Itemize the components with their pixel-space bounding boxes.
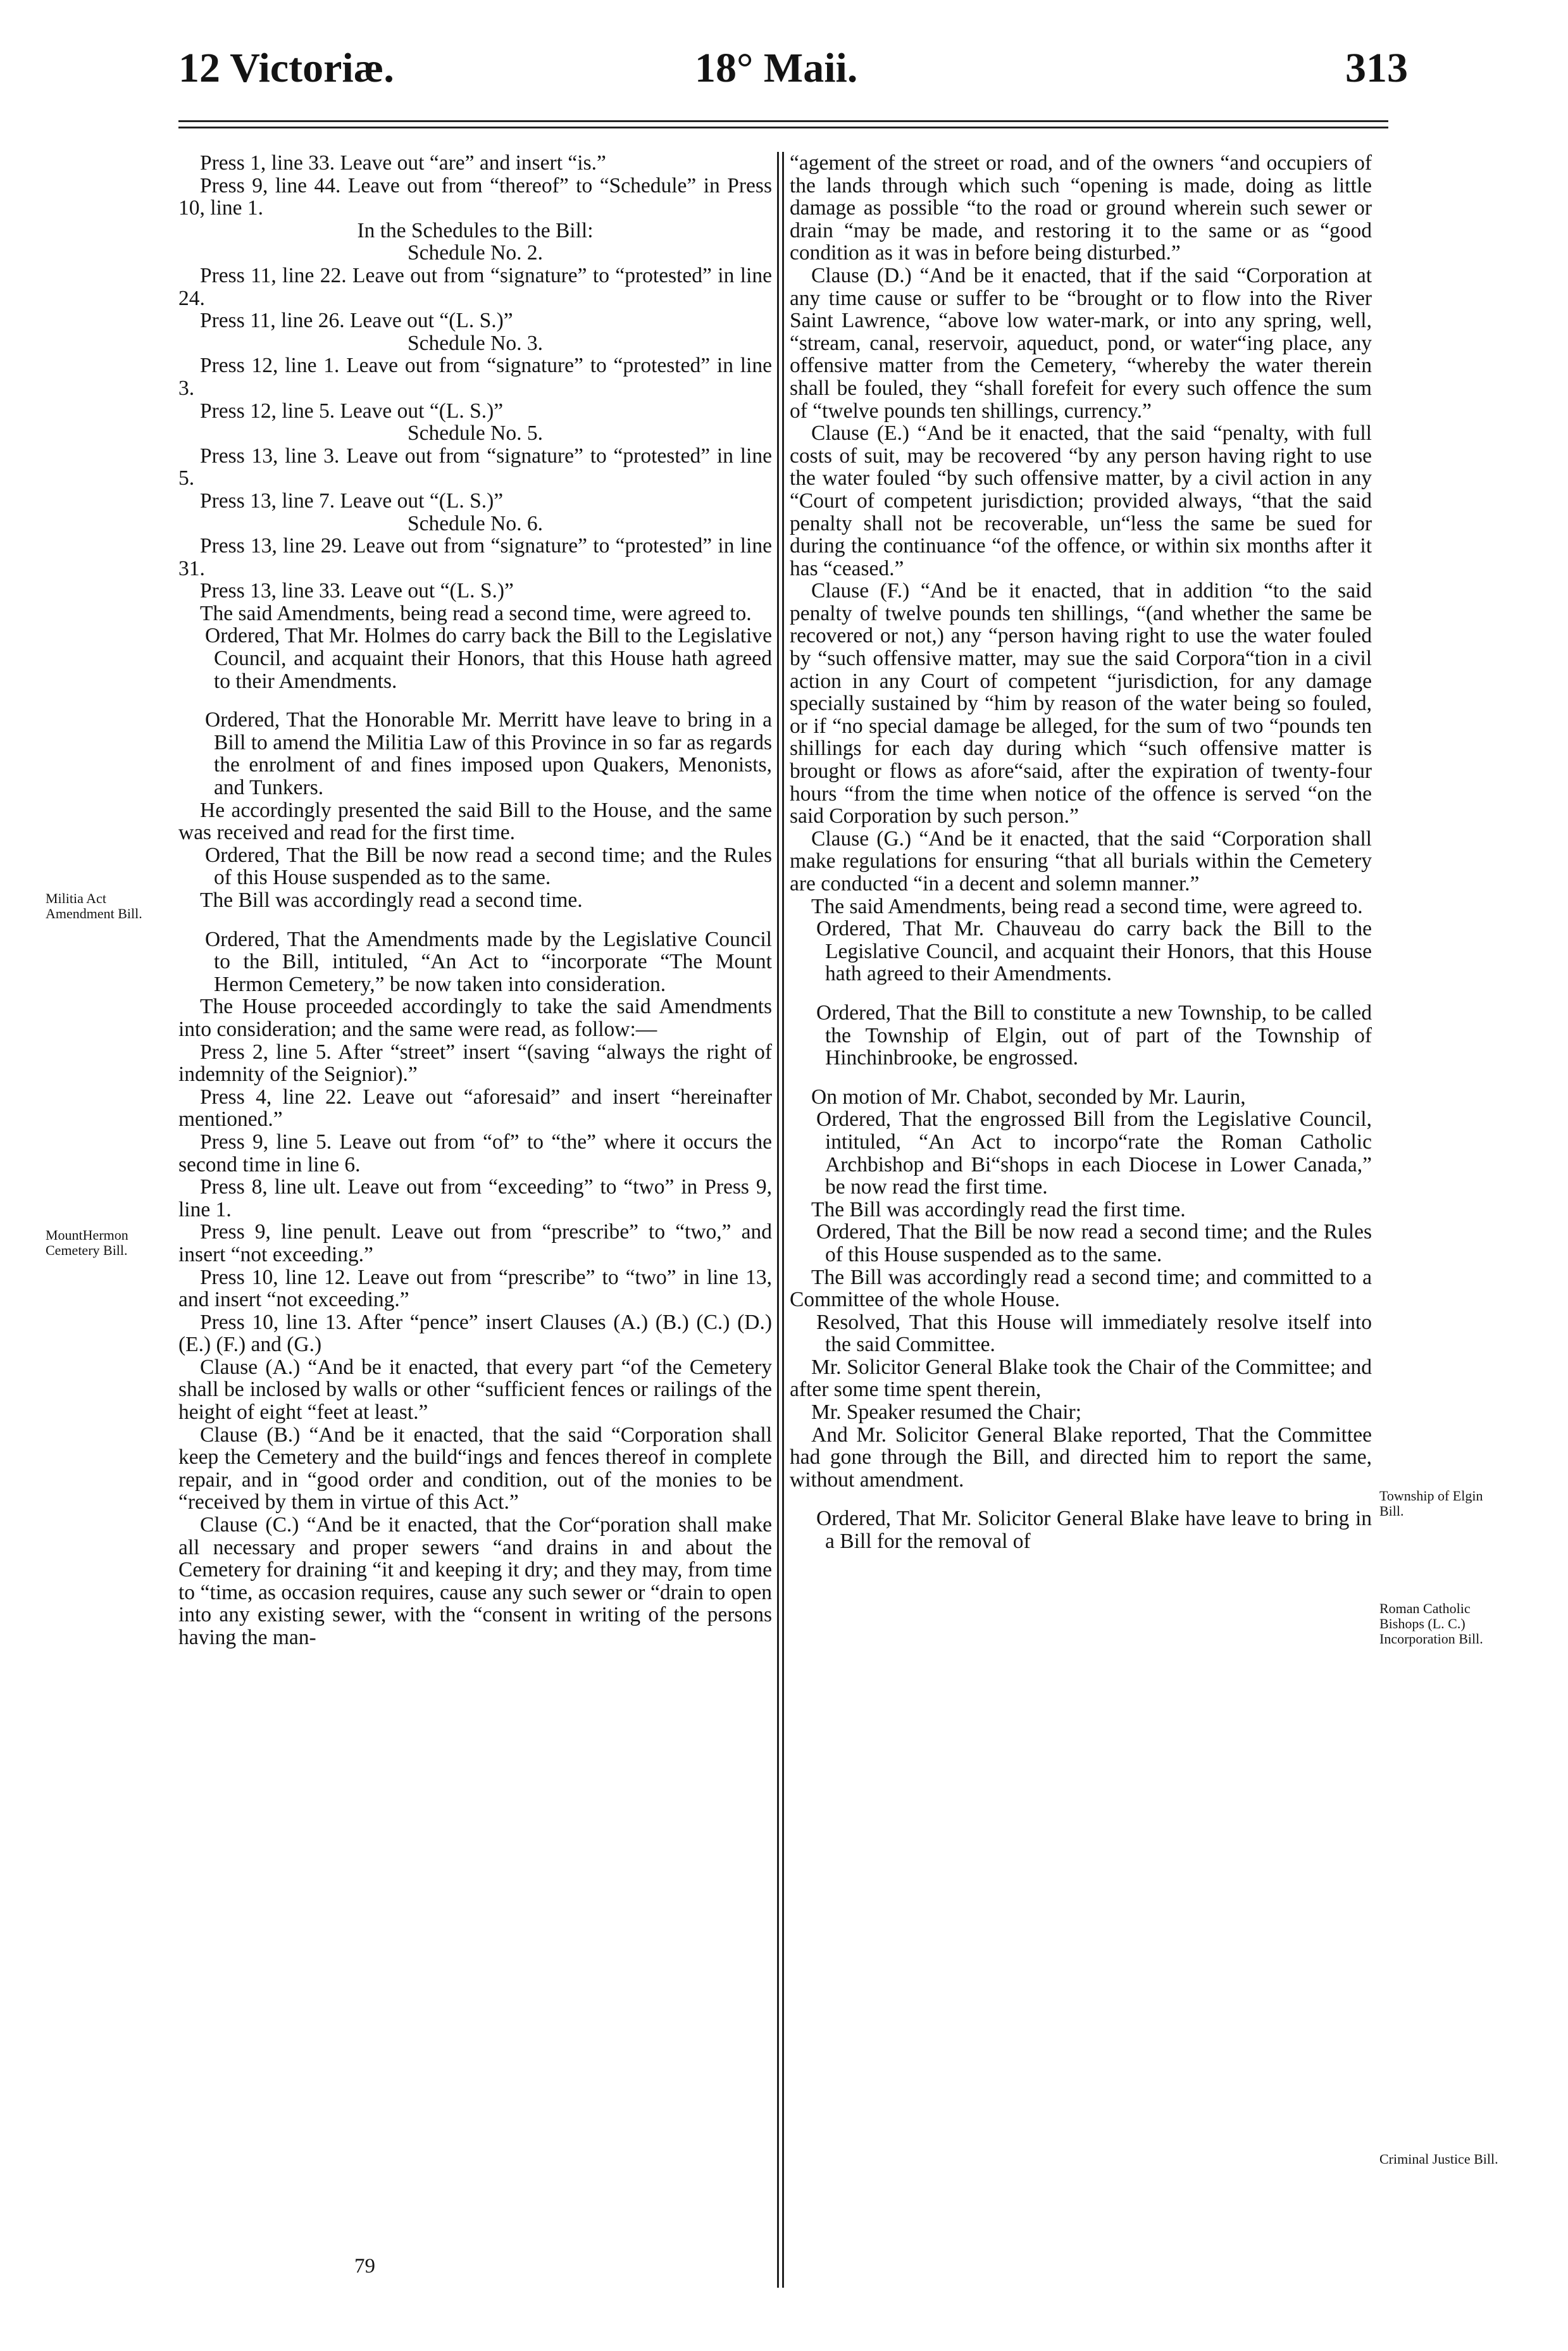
paragraph: Resolved, That this House will immediately resolve itself into the said Committee. — [816, 1310, 1372, 1357]
paragraph: Mr. Speaker resumed the Chair; — [811, 1400, 1082, 1425]
paragraph: Press 12, line 1. Leave out from “signature” to “protested” in line 3. — [178, 354, 772, 400]
running-head-session: 12 Victoriæ. — [178, 45, 394, 91]
paragraph: Press 2, line 5. After “street” insert “(saving “always the right of indemnity of the Seignior).” — [178, 1040, 772, 1087]
paragraph: Press 11, line 22. Leave out from “signature” to “protested” in line 24. — [178, 263, 772, 310]
paragraph: Ordered, That Mr. Holmes do carry back the Bill to the Legislative Council, and acquaint their Honors, that this House hath agreed to their Amendments. — [205, 624, 772, 693]
paragraph: Clause (G.) “And be it enacted, that the said “Corporation shall make regulations for ensuring “that all burials within the Cemetery are conducted “in a decent and solemn manner.” — [790, 826, 1372, 895]
paragraph: Press 9, line 5. Leave out from “of” to “the” where it occurs the second time in line 6. — [178, 1130, 772, 1176]
paragraph: Schedule No. 6. — [408, 511, 543, 535]
paragraph: Clause (D.) “And be it enacted, that if the said “Corporation at any time cause or suffer to be “brought or to flow into the River Saint Lawrence, “above low water-mark, or into any spring, well, “stream, canal, reservoir, aqueduct, pond, or water“ing place, any offensive matter from the Cemetery, “whereby the water therein shall be fouled, they “shall forefeit for every such offence the sum of “twelve pounds ten shillings, currency.” — [790, 263, 1372, 423]
paragraph: On motion of Mr. Chabot, seconded by Mr. Laurin, — [811, 1085, 1246, 1109]
paragraph: Ordered, That Mr. Chauveau do carry back the Bill to the Legislative Council, and acquaint their Honors, that this House hath agreed to their Amendments. — [816, 917, 1372, 986]
paragraph: Press 9, line 44. Leave out from “thereof” to “Schedule” in Press 10, line 1. — [178, 173, 772, 220]
running-head-date: 18° Maii. — [695, 45, 858, 91]
margin-note: Roman Catholic Bishops (L. C.) Incorporation Bill. — [1379, 1600, 1483, 1647]
margin-note: Militia Act Amendment Bill. — [46, 890, 142, 921]
paragraph: Press 10, line 13. After “pence” insert Clauses (A.) (B.) (C.) (D.) (E.) (F.) and (G.) — [178, 1310, 772, 1357]
paragraph: Press 9, line penult. Leave out from “prescribe” to “two,” and insert “not exceeding.” — [178, 1220, 772, 1266]
paragraph-spacer — [790, 985, 1372, 1002]
paragraph: “agement of the street or road, and of the owners “and occupiers of the lands through which such “opening is made, doing as little damage as possible “to the road or ground wherein such sewer or drain “may be made, and restoring it to the same or as “good condition as it was in before being disturbed.” — [790, 151, 1372, 265]
paragraph: Ordered, That the Amendments made by the Legislative Council to the Bill, intituled, “An Act to “incorporate “The Mount Hermon Cemetery,” be now taken into consideration. — [205, 927, 772, 996]
paragraph: Ordered, That the Bill be now read a second time; and the Rules of this House suspended as to the same. — [816, 1220, 1372, 1266]
paragraph: Clause (A.) “And be it enacted, that every part “of the Cemetery shall be inclosed by walls or other “sufficient fences or railings of the height of eight “feet at least.” — [178, 1355, 772, 1425]
paragraph: He accordingly presented the said Bill to the House, and the same was received and read for the first time. — [178, 798, 772, 845]
paragraph: Press 1, line 33. Leave out “are” and insert “is.” — [200, 151, 606, 175]
paragraph-spacer — [178, 692, 772, 709]
paragraph: Press 13, line 3. Leave out from “signature” to “protested” in line 5. — [178, 444, 772, 490]
paragraph: Press 8, line ult. Leave out from “exceeding” to “two” in Press 9, line 1. — [178, 1175, 772, 1221]
paragraph: Press 13, line 29. Leave out from “signature” to “protested” in line 31. — [178, 534, 772, 580]
paragraph: Press 13, line 7. Leave out “(L. S.)” — [200, 489, 504, 513]
paragraph: The Bill was accordingly read the first time. — [811, 1197, 1186, 1221]
paragraph: Press 10, line 12. Leave out from “prescribe” to “two” in line 13, and insert “not exceeding.” — [178, 1265, 772, 1312]
margin-note: Township of Elgin Bill. — [1379, 1488, 1483, 1519]
paragraph: The Bill was accordingly read a second time. — [200, 889, 583, 912]
signature-mark: 79 — [354, 2255, 375, 2278]
left-column — [178, 152, 772, 1649]
paragraph: Press 12, line 5. Leave out “(L. S.)” — [200, 399, 504, 423]
paragraph-spacer — [178, 912, 772, 928]
paragraph: Press 4, line 22. Leave out “aforesaid” and insert “hereinafter mentioned.” — [178, 1085, 772, 1132]
paragraph: The Bill was accordingly read a second time; and committed to a Committee of the whole House. — [790, 1265, 1372, 1312]
paragraph: Press 11, line 26. Leave out “(L. S.)” — [200, 309, 513, 333]
margin-note: MountHermon Cemetery Bill. — [46, 1227, 128, 1258]
paragraph: In the Schedules to the Bill: — [357, 218, 594, 242]
page-number: 313 — [1345, 45, 1408, 91]
paragraph: Schedule No. 2. — [408, 241, 543, 265]
paragraph: Clause (F.) “And be it enacted, that in addition “to the said penalty of twelve pounds ten shillings, “(and whether the same be recovered or not,) any “person having right to use the water fouled by “such offensive matter, may sue the said Corpora“tion in a civil action in any Court of competent “jurisdiction, for any damage specially sustained by “him by reason of the water being so fouled, or if “no special damage be alleged, for the sum of two “pounds ten shillings for each day during which “such offensive matter is brought or flows as afore“said, after the expiration of twenty-four hours “from the time when notice of the offence is served “on the said Corporation by such person.” — [790, 579, 1372, 828]
paragraph: Press 13, line 33. Leave out “(L. S.)” — [200, 579, 514, 603]
paragraph: The House proceeded accordingly to take the said Amendments into consideration; and the same were read, as follow:— — [178, 995, 772, 1041]
margin-note: Criminal Justice Bill. — [1379, 2151, 1498, 2167]
paragraph: Clause (E.) “And be it enacted, that the said “penalty, with full costs of suit, may be recovered “by any person having right to use the water fouled “by such offensive matter, by a civil action in any “Court of competent jurisdiction; provided always, “that the said penalty shall not be recoverable, un“less the same be sued for during the continuance “of the offence, or within six months after it has “ceased.” — [790, 421, 1372, 580]
paragraph: Clause (B.) “And be it enacted, that the said “Corporation shall keep the Cemetery and the build“ings and fences thereof in complete repair, and in “good order and condition, out of the monies to be “received by them in virtue of this Act.” — [178, 1423, 772, 1514]
paragraph: Ordered, That the Bill be now read a second time; and the Rules of this House suspended as to the same. — [205, 843, 772, 890]
paragraph: Mr. Solicitor General Blake took the Chair of the Committee; and after some time spent therein, — [790, 1355, 1372, 1402]
paragraph: Clause (C.) “And be it enacted, that the Cor“poration shall make all necessary and proper sewers “and drains in and about the Cemetery for draining “it and keeping it dry; and they may, from time to “time, as occasion requires, cause any such sewer or “drain to open into any existing sewer, with the “consent in writing of the persons having the man- — [178, 1513, 772, 1649]
paragraph: Ordered, That Mr. Solicitor General Blake have leave to bring in a Bill for the removal of — [816, 1507, 1372, 1554]
paragraph: Ordered, That the engrossed Bill from the Legislative Council, intituled, “An Act to incorpo“rate the Roman Catholic Archbishop and Bi“shops in each Diocese in Lower Canada,” be now read the first time. — [816, 1107, 1372, 1199]
column-divider-right — [782, 152, 784, 2288]
paragraph: The said Amendments, being read a second time, were agreed to. — [200, 601, 752, 625]
paragraph-spacer — [790, 1491, 1372, 1507]
column-divider-left — [777, 152, 779, 2288]
paragraph: And Mr. Solicitor General Blake reported, That the Committee had gone through the Bill, and directed him to report the same, without amendment. — [790, 1423, 1372, 1492]
header-rule-top — [178, 120, 1388, 122]
right-column — [790, 152, 1372, 1553]
paragraph: Schedule No. 5. — [408, 421, 543, 446]
paragraph: Schedule No. 3. — [408, 331, 543, 355]
paragraph-spacer — [790, 1069, 1372, 1086]
paragraph: Ordered, That the Honorable Mr. Merritt have leave to bring in a Bill to amend the Militia Law of this Province in so far as regards the enrolment of and fines imposed upon Quakers, Menonists, and Tunkers. — [205, 708, 772, 800]
paragraph: Ordered, That the Bill to constitute a new Township, to be called the Township of Elgin, out of part of the Township of Hinchinbrooke, be engrossed. — [816, 1001, 1372, 1070]
paragraph: The said Amendments, being read a second time, were agreed to. — [811, 894, 1363, 918]
header-rule-bottom — [178, 127, 1388, 128]
